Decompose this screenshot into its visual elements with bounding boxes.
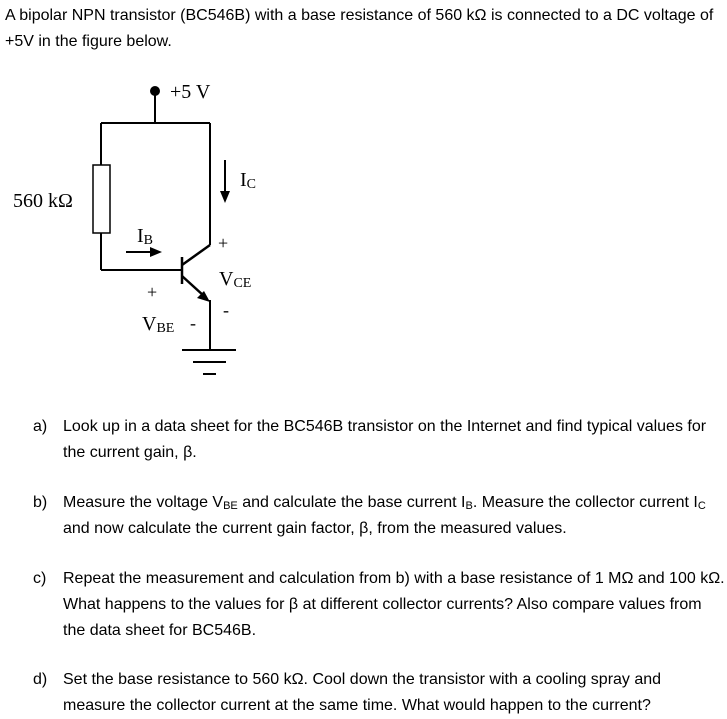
intro-text: A bipolar NPN transistor (BC546B) with a base resistance of 560 kΩ is connected to a DC voltage of +5V in the figure below. <box>5 7 714 50</box>
vbe-minus: - <box>190 313 196 333</box>
vce-minus: - <box>223 300 229 320</box>
question-a <box>33 414 725 466</box>
question-d <box>33 667 725 719</box>
ib-label: IB <box>137 225 154 248</box>
ground-symbol <box>182 350 236 374</box>
question-b-letter: b) <box>33 494 48 511</box>
question-c-text: Repeat the measurement and calculation from b) with a base resistance of 1 MΩ and 100 kΩ. What happens to the values for β at different collector currents? Also compare values from the data sheet for BC546B. <box>63 570 725 639</box>
supply-label: +5 V <box>170 81 211 103</box>
vce-plus: + <box>218 233 229 253</box>
question-b-text: Measure the voltage $V_{BE}$ and calculate the base current $I_B$. Measure the collector current $I_C$ and now calculate the current gain factor, β, from the measured values. <box>63 494 706 537</box>
npn-transistor <box>182 245 210 296</box>
vce-label: VCE <box>219 268 252 291</box>
question-c-letter: c) <box>33 570 47 587</box>
question-c <box>33 566 725 644</box>
vbe-label: VBE <box>142 313 175 336</box>
ic-label: IC <box>240 169 257 192</box>
resistor-label: 560 kΩ <box>13 190 73 212</box>
question-a-letter: a) <box>33 418 48 435</box>
question-a-text: Look up in a data sheet for the BC546B transistor on the Internet and find typical values for the current gain, β. <box>63 418 707 461</box>
base-resistor <box>93 165 110 233</box>
ic-arrowhead <box>220 191 230 203</box>
question-d-letter: d) <box>33 671 48 688</box>
ib-arrowhead <box>150 247 162 257</box>
transistor-circuit-diagram <box>0 70 300 390</box>
question-d-text: Set the base resistance to 560 kΩ. Cool down the transistor with a cooling spray and measure the collector current at the same time. What would happen to the current? <box>63 671 662 714</box>
vbe-plus: + <box>147 282 158 302</box>
question-b <box>33 490 725 542</box>
